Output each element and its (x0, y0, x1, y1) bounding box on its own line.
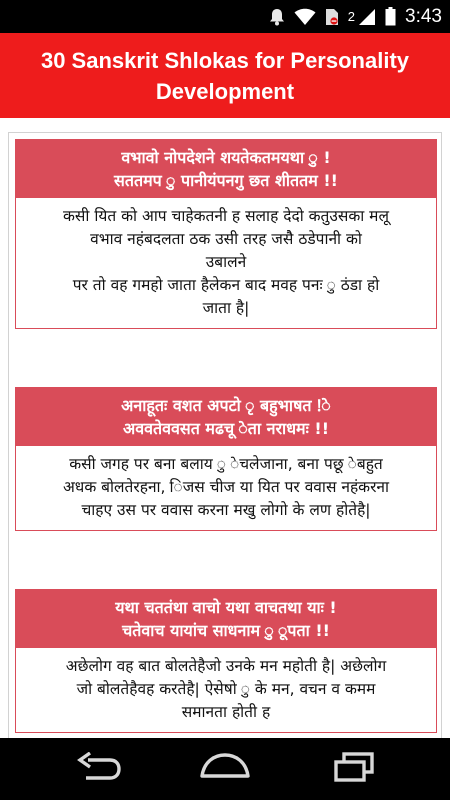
meaning-line: समानता होती ह (181, 703, 271, 721)
shloka-meaning (16, 198, 436, 328)
back-icon[interactable] (76, 752, 122, 786)
status-bar (0, 0, 450, 33)
status-icons (269, 0, 442, 33)
shloka-line: चतेवाच यायांच साधनाम ु ूपता !! (122, 621, 330, 640)
navigation-bar (0, 738, 450, 800)
sim-blocked-icon (325, 8, 339, 26)
shloka-line: यथा चततंथा वाचो यथा वाचतथा याः ! (115, 598, 337, 617)
wifi-icon (294, 8, 316, 26)
shloka-card[interactable] (15, 387, 437, 531)
recent-apps-icon[interactable] (334, 752, 374, 786)
shloka-list[interactable] (0, 118, 450, 738)
meaning-line: जो बोलतेहैवह करतेहै| ऐसेषो ु के मन, वचन व कमम (76, 680, 376, 698)
shloka-line: अनाहूतः वशत अपटो ृ बहुभाषत !े (121, 396, 331, 415)
meaning-line: कसी यित को आप चाहेकतनी ह सलाह देदो कतुउसका मलू (63, 207, 389, 225)
meaning-line: अछेलोग वह बात बोलतेहैजो उनके मन महोती है| अछेलोग (65, 657, 387, 675)
shloka-meaning (16, 446, 436, 530)
sim-slot-label: 2 (347, 9, 356, 24)
battery-icon (385, 7, 396, 26)
meaning-line: चाहए उस पर ववास करना मखु लोगो के लण होतेहै| (81, 501, 371, 519)
shloka-line: सततमप ु पानीयंपनगु छत शीततम !! (114, 171, 338, 190)
shloka-meaning (16, 648, 436, 732)
status-time: 3:43 (405, 5, 442, 27)
meaning-line: कसी जगह पर बना बलाय ु ेचलेजाना, बना पछू ेबहुत (69, 455, 383, 473)
meaning-line: वभाव नहंबदलता ठक उसी तरह जसैे ठडेपानी को (90, 230, 362, 248)
shloka-card[interactable] (15, 139, 437, 329)
page-title: 30 Sanskrit Shlokas for Personality Development (40, 47, 410, 104)
shloka-card[interactable] (15, 589, 437, 733)
notification-bell-icon (269, 8, 285, 26)
meaning-line: उबालने (205, 253, 247, 271)
shloka-line: वभावो नोपदेशने शयतेकतमयथा ु ! (121, 148, 331, 167)
meaning-line: पर तो वह गमहो जाता हैलेकन बाद मवह पनः ु ठंडा हो (72, 276, 380, 294)
app-header (0, 33, 450, 118)
shloka-heading (16, 140, 436, 198)
home-icon[interactable] (200, 752, 250, 786)
signal-icon (358, 8, 376, 26)
shloka-line: अववतेववसत मढचू ेता नराधमः !! (122, 419, 330, 438)
shloka-heading (16, 590, 436, 648)
shloka-heading (16, 388, 436, 446)
meaning-line: अधक बोलतेरहना, िजस चीज या यित पर ववास नहंकरना (62, 478, 390, 496)
meaning-line: जाता है| (202, 299, 250, 317)
